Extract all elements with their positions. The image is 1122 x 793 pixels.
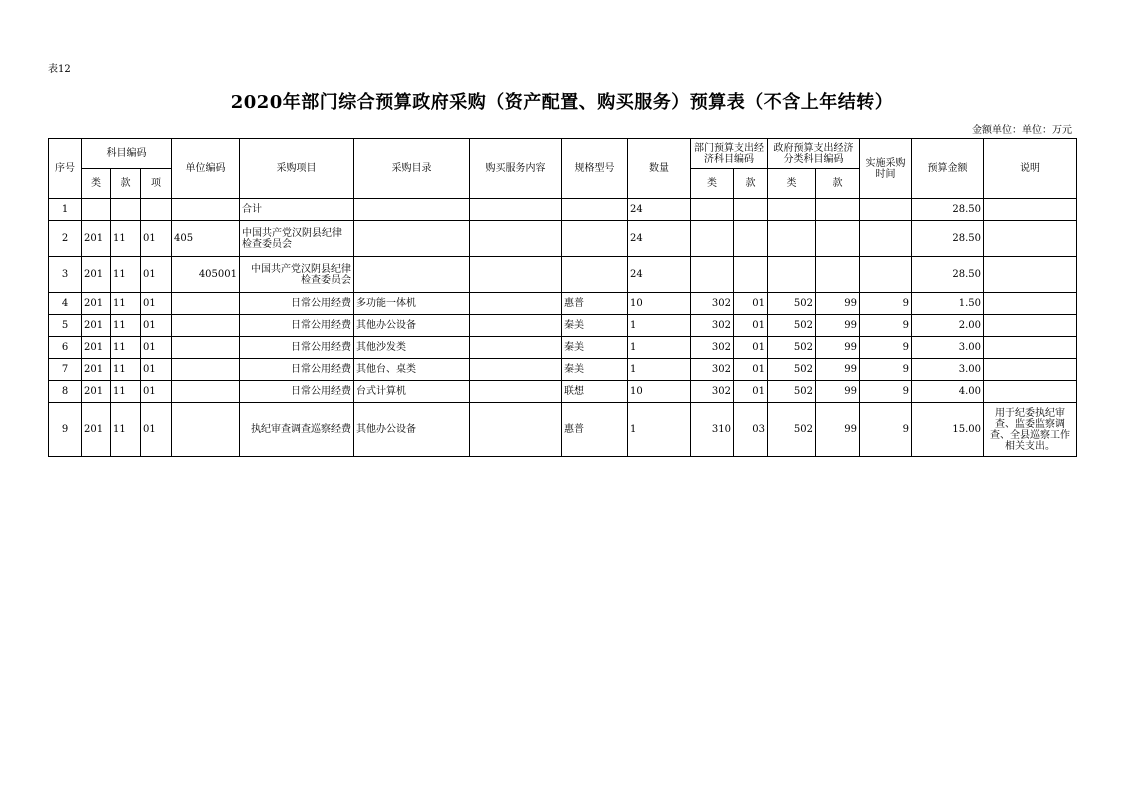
header-dept-kuan: 款 [734,169,768,199]
cell-kuan: 11 [111,221,141,257]
cell-unit-code [172,315,240,337]
cell-gov-lei: 502 [768,381,816,403]
cell-dept-lei [691,221,734,257]
cell-item: 日常公用经费 [240,359,354,381]
cell-xiang: 01 [141,403,172,457]
cell-kuan [111,199,141,221]
cell-spec: 惠普 [562,293,628,315]
cell-seq: 6 [49,337,82,359]
header-catalog: 采购目录 [354,139,470,199]
cell-xiang: 01 [141,293,172,315]
table-number: 表12 [48,64,71,75]
cell-gov-kuan: 99 [816,403,860,457]
cell-kuan: 11 [111,337,141,359]
cell-unit-code [172,359,240,381]
cell-amount: 3.00 [912,359,984,381]
table-row [49,293,1077,315]
cell-time: 9 [860,359,912,381]
cell-dept-kuan [734,199,768,221]
cell-gov-kuan: 99 [816,359,860,381]
cell-qty: 1 [628,359,691,381]
cell-lei: 201 [82,221,111,257]
cell-item: 日常公用经费 [240,293,354,315]
cell-unit-code [172,337,240,359]
cell-dept-lei: 302 [691,381,734,403]
header-spec: 规格型号 [562,139,628,199]
cell-unit-code: 405 [172,221,240,257]
cell-remark [984,315,1077,337]
cell-xiang: 01 [141,381,172,403]
cell-item: 中国共产党汉阴县纪律检查委员会 [240,221,354,257]
cell-service [470,337,562,359]
cell-gov-lei [768,199,816,221]
cell-catalog: 其他沙发类 [354,337,470,359]
cell-lei: 201 [82,293,111,315]
cell-kuan: 11 [111,257,141,293]
cell-unit-code [172,199,240,221]
cell-xiang [141,199,172,221]
cell-spec: 秦美 [562,359,628,381]
header-dept-econ: 部门预算支出经济科目编码 [691,139,768,169]
cell-kuan: 11 [111,293,141,315]
table-row [49,381,1077,403]
cell-gov-lei: 502 [768,293,816,315]
header-xiang: 项 [141,169,172,199]
cell-dept-kuan: 01 [734,315,768,337]
cell-time [860,199,912,221]
cell-kuan: 11 [111,359,141,381]
cell-lei: 201 [82,257,111,293]
cell-item: 中国共产党汉阴县纪律检查委员会 [240,257,354,293]
cell-gov-lei: 502 [768,315,816,337]
cell-amount: 2.00 [912,315,984,337]
cell-gov-kuan: 99 [816,337,860,359]
cell-seq: 8 [49,381,82,403]
cell-amount: 28.50 [912,257,984,293]
table-row [49,337,1077,359]
cell-gov-kuan [816,257,860,293]
cell-kuan: 11 [111,315,141,337]
cell-seq: 7 [49,359,82,381]
header-time: 实施采购时间 [860,139,912,199]
cell-amount: 3.00 [912,337,984,359]
header-unit-code: 单位编码 [172,139,240,199]
cell-time: 9 [860,381,912,403]
cell-remark [984,199,1077,221]
table-row [49,221,1077,257]
cell-amount: 15.00 [912,403,984,457]
header-gov-lei: 类 [768,169,816,199]
cell-catalog: 其他办公设备 [354,403,470,457]
cell-amount: 28.50 [912,221,984,257]
cell-qty: 1 [628,403,691,457]
cell-catalog: 台式计算机 [354,381,470,403]
cell-xiang: 01 [141,359,172,381]
cell-xiang: 01 [141,221,172,257]
cell-xiang: 01 [141,257,172,293]
cell-gov-kuan [816,221,860,257]
table-row [49,359,1077,381]
cell-dept-kuan: 03 [734,403,768,457]
cell-item: 日常公用经费 [240,337,354,359]
cell-remark [984,337,1077,359]
amount-unit-label: 金额单位：单位：万元 [972,125,1072,136]
cell-remark [984,381,1077,403]
header-seq: 序号 [49,139,82,199]
cell-gov-lei [768,221,816,257]
cell-catalog [354,199,470,221]
cell-gov-lei: 502 [768,403,816,457]
cell-lei: 201 [82,315,111,337]
header-remark: 说明 [984,139,1077,199]
cell-dept-lei: 302 [691,337,734,359]
cell-service [470,403,562,457]
cell-amount: 1.50 [912,293,984,315]
cell-qty: 24 [628,257,691,293]
cell-remark: 用于纪委执纪审查、监委监察调查、全县巡察工作相关支出。 [984,403,1077,457]
cell-gov-lei [768,257,816,293]
budget-table [48,138,1077,457]
cell-remark [984,257,1077,293]
cell-spec: 秦美 [562,315,628,337]
cell-gov-lei: 502 [768,359,816,381]
table-row [49,403,1077,457]
cell-service [470,381,562,403]
header-amount: 预算金额 [912,139,984,199]
cell-unit-code [172,403,240,457]
cell-unit-code: 405001 [172,257,240,293]
table-row [49,315,1077,337]
cell-seq: 2 [49,221,82,257]
cell-unit-code [172,381,240,403]
cell-qty: 24 [628,221,691,257]
cell-service [470,199,562,221]
cell-gov-kuan [816,199,860,221]
cell-dept-lei: 302 [691,293,734,315]
cell-lei [82,199,111,221]
cell-dept-kuan [734,221,768,257]
cell-spec [562,199,628,221]
cell-service [470,359,562,381]
table-row [49,199,1077,221]
cell-qty: 1 [628,315,691,337]
cell-item: 日常公用经费 [240,315,354,337]
cell-dept-lei: 302 [691,315,734,337]
cell-catalog: 多功能一体机 [354,293,470,315]
cell-item: 执纪审查调查巡察经费 [240,403,354,457]
cell-time [860,221,912,257]
cell-gov-kuan: 99 [816,381,860,403]
cell-gov-lei: 502 [768,337,816,359]
cell-xiang: 01 [141,315,172,337]
cell-time: 9 [860,293,912,315]
cell-xiang: 01 [141,337,172,359]
cell-seq: 3 [49,257,82,293]
cell-spec [562,221,628,257]
header-kuan: 款 [111,169,141,199]
header-service: 购买服务内容 [470,139,562,199]
cell-kuan: 11 [111,403,141,457]
cell-catalog: 其他台、桌类 [354,359,470,381]
cell-spec: 惠普 [562,403,628,457]
cell-item: 日常公用经费 [240,381,354,403]
header-qty: 数量 [628,139,691,199]
header-item: 采购项目 [240,139,354,199]
cell-gov-kuan: 99 [816,293,860,315]
cell-item: 合计 [240,199,354,221]
cell-qty: 10 [628,293,691,315]
cell-seq: 9 [49,403,82,457]
cell-time [860,257,912,293]
header-subject-code: 科目编码 [82,139,172,169]
cell-dept-kuan: 01 [734,337,768,359]
cell-remark [984,293,1077,315]
cell-unit-code [172,293,240,315]
cell-seq: 1 [49,199,82,221]
cell-lei: 201 [82,337,111,359]
cell-dept-kuan: 01 [734,293,768,315]
cell-time: 9 [860,403,912,457]
cell-seq: 4 [49,293,82,315]
cell-dept-kuan: 01 [734,381,768,403]
header-dept-lei: 类 [691,169,734,199]
cell-service [470,257,562,293]
cell-spec: 秦美 [562,337,628,359]
cell-lei: 201 [82,403,111,457]
page-title: 2020年部门综合预算政府采购（资产配置、购买服务）预算表（不含上年结转） [230,92,894,113]
cell-remark [984,359,1077,381]
cell-lei: 201 [82,359,111,381]
cell-dept-kuan: 01 [734,359,768,381]
cell-catalog [354,221,470,257]
cell-kuan: 11 [111,381,141,403]
header-gov-econ: 政府预算支出经济分类科目编码 [768,139,860,169]
cell-spec: 联想 [562,381,628,403]
cell-gov-kuan: 99 [816,315,860,337]
cell-qty: 10 [628,381,691,403]
cell-remark [984,221,1077,257]
header-lei: 类 [82,169,111,199]
cell-service [470,315,562,337]
header-gov-kuan: 款 [816,169,860,199]
cell-dept-kuan [734,257,768,293]
table-row [49,257,1077,293]
cell-qty: 24 [628,199,691,221]
cell-dept-lei: 302 [691,359,734,381]
cell-catalog: 其他办公设备 [354,315,470,337]
cell-qty: 1 [628,337,691,359]
cell-time: 9 [860,337,912,359]
cell-seq: 5 [49,315,82,337]
cell-dept-lei [691,257,734,293]
cell-dept-lei: 310 [691,403,734,457]
cell-time: 9 [860,315,912,337]
cell-dept-lei [691,199,734,221]
cell-amount: 28.50 [912,199,984,221]
cell-service [470,293,562,315]
cell-catalog [354,257,470,293]
cell-amount: 4.00 [912,381,984,403]
cell-lei: 201 [82,381,111,403]
cell-spec [562,257,628,293]
cell-service [470,221,562,257]
